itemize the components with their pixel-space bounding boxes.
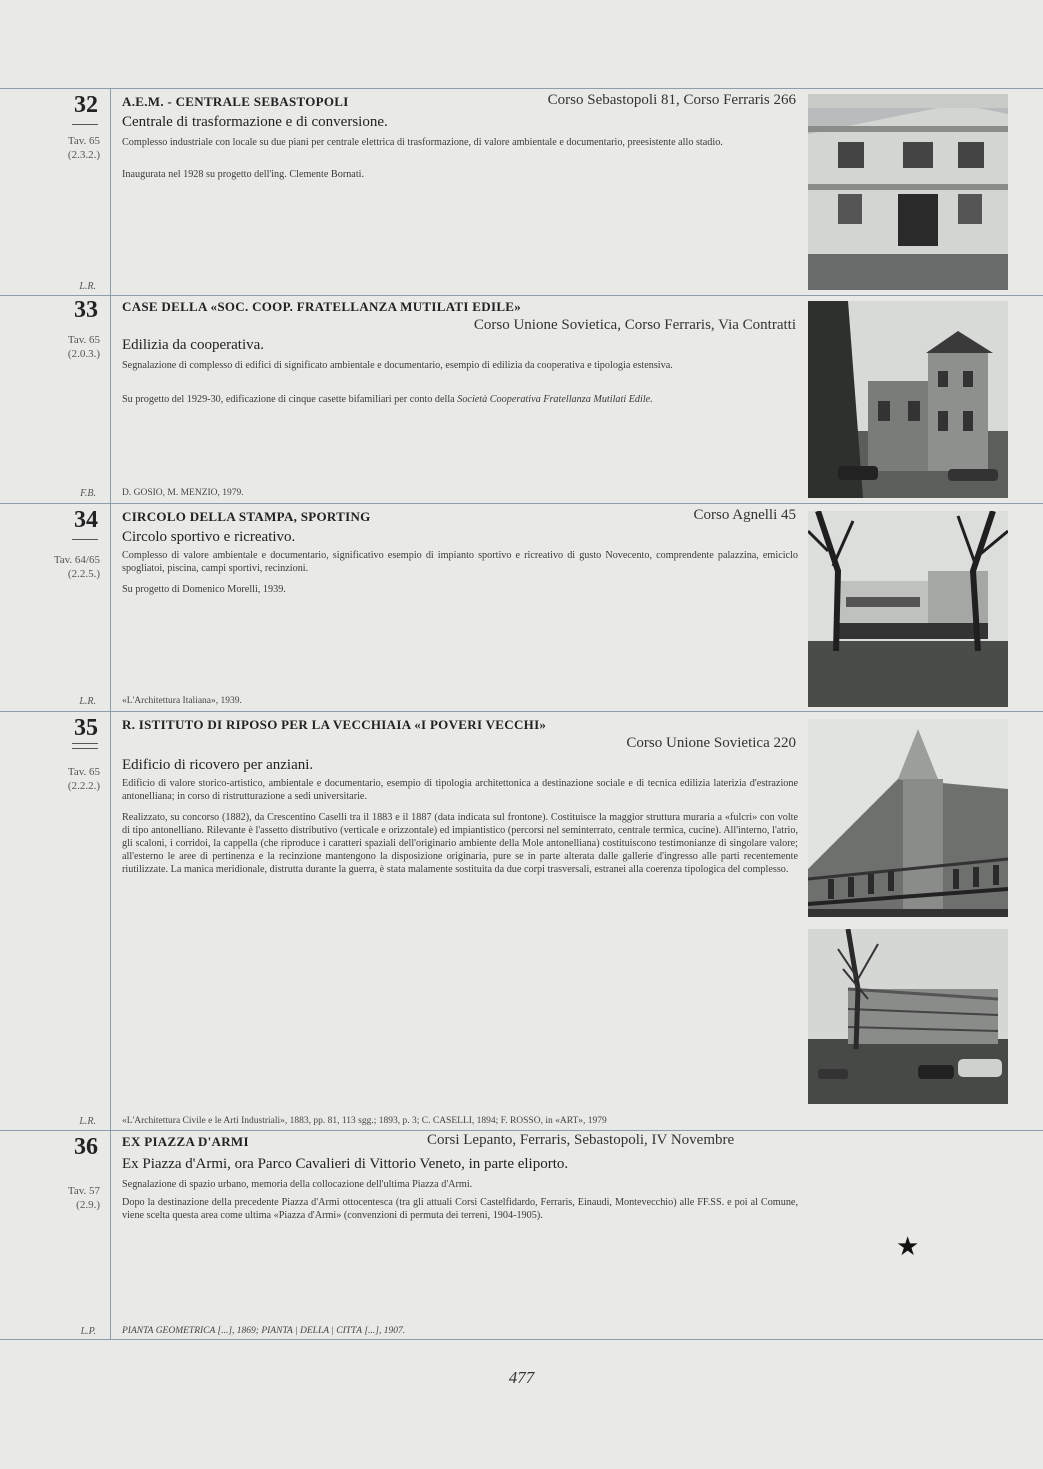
entry-bibliography: «L'Architettura Italiana», 1939. bbox=[122, 696, 242, 706]
entry-address: Corsi Lepanto, Ferraris, Sebastopoli, IV Novembre bbox=[427, 1132, 735, 1148]
entry-description: Segnalazione di complesso di edifici di significato ambientale e documentario, esempio di edilizia da cooperativa e tipologia estensiva. bbox=[122, 360, 673, 371]
entry-number: 32 bbox=[50, 92, 98, 119]
entry-bibliography: PIANTA GEOMETRICA [...], 1869; PIANTA | DELLA | CITTÀ [...], 1907. bbox=[122, 1326, 406, 1336]
entry-subtitle: Circolo sportivo e ricreativo. bbox=[122, 529, 296, 545]
photo-villas-image bbox=[808, 301, 1008, 498]
entry-history: Inaugurata nel 1928 su progetto dell'ing. Clemente Bornati. bbox=[122, 169, 365, 180]
entry-bibliography: D. GOSIO, M. MENZIO, 1979. bbox=[122, 488, 244, 498]
entry-number: 36 bbox=[74, 1134, 98, 1160]
entry-subtitle: Centrale di trasformazione e di conversione. bbox=[122, 114, 388, 130]
author-initials: L.R. bbox=[79, 1116, 96, 1127]
building-photo-1 bbox=[808, 719, 1008, 917]
entry-description: Complesso di valore ambientale e documentario, significativo esempio di impianto sportivo e ricreativo di gusto Novecento, comprendente palazzina, emiciclo spogliatoi, piscina, campi sportivi, recinzioni. bbox=[122, 550, 798, 574]
entry-title: EX PIAZZA D'ARMI bbox=[122, 1134, 249, 1149]
entry-address: Corso Agnelli 45 bbox=[693, 507, 796, 523]
entry-address: Corso Unione Sovietica, Corso Ferraris, Via Contratti bbox=[473, 317, 796, 333]
entry-address: Corso Sebastopoli 81, Corso Ferraris 266 bbox=[547, 92, 796, 108]
entry-title: CIRCOLO DELLA STAMPA, SPORTING bbox=[122, 509, 371, 524]
entry-number: 35 bbox=[50, 715, 98, 742]
entry-title: CASE DELLA «SOC. COOP. FRATELLANZA MUTILATI EDILE» bbox=[122, 299, 522, 314]
entry-bibliography: «L'Architettura Civile e le Arti Industriali», 1883, pp. 81, 113 sgg.; 1893, p. 3; C. CASELLI, 1894; F. ROSSO, in «ART», 1979 bbox=[122, 1116, 607, 1126]
entry-number: 33 bbox=[74, 297, 98, 323]
photo-building-image bbox=[808, 94, 1008, 290]
building-photo bbox=[808, 511, 1008, 707]
photo-institute-street-image bbox=[808, 929, 1008, 1104]
author-initials: L.R. bbox=[79, 281, 96, 292]
entry-34 bbox=[0, 503, 1043, 711]
entry-title: A.E.M. - CENTRALE SEBASTOPOLI bbox=[122, 94, 349, 109]
entry-history: Su progetto di Domenico Morelli, 1939. bbox=[122, 584, 286, 595]
rule-bottom bbox=[0, 1339, 1043, 1340]
photo-club-image bbox=[808, 511, 1008, 707]
entry-33 bbox=[0, 295, 1043, 503]
building-photo-2 bbox=[808, 929, 1008, 1104]
entry-history: Realizzato, su concorso (1882), da Crescentino Caselli tra il 1883 e il 1887 (data indicata sul frontone). Costituisce la maggior struttura muraria a «fulcri» con volte di tipo antonelliano. Rilevante è l'assetto distributivo (verticale e orizzontale) ed impiantistico (percorsi nel seminterrato, centrale termica, cucine). All'interno, l'atrio, gli scaloni, i corridoi, la cappella (che riproduce i caratteri spaziali dell'originario ambiente della Mole antonelliana) costituiscono testimonianze di singolare valore; all'esterno le aree di pertinenza e la recinzione mantengono la disposizione originaria, pure se in parte alterata dalle gallerie d'ingresso alle parti recentemente riutilizzate. La manica meridionale, distrutta durante la guerra, è stata malamente sostituita da due corpi trasversali, estranei alla coerenza tipologica del complesso. bbox=[122, 812, 798, 875]
tav-ref: Tav. 57 (2.9.) bbox=[67, 1185, 100, 1211]
entry-subtitle: Edilizia da cooperativa. bbox=[122, 337, 265, 353]
star-icon: ★ bbox=[896, 1232, 920, 1262]
entry-history: Dopo la destinazione della precedente Piazza d'Armi ottocentesca (tra gli attuali Corsi Castelfidardo, Ferraris, Einaudi, Montevecchio) alle FF.SS. e poi al Comune, viene scelta questa area come ultima «Piazza d'Armi» (convenzioni di permuta dei terreni, 1904-1905). bbox=[122, 1197, 798, 1221]
tav-ref: Tav. 65 (2.3.2.) bbox=[67, 135, 100, 161]
entry-history: Su progetto del 1929-30, edificazione di cinque casette bifamiliari per conto della Società Cooperativa Fratellanza Mutilati Edile. bbox=[122, 394, 653, 405]
entry-36 bbox=[0, 1130, 1043, 1339]
entry-description: Edificio di valore storico-artistico, ambientale e documentario, esempio di tipologia architettonica a destinazione sociale e di tecnica edilizia laterizia d'estrazione antonelliana; in corso di ristrutturazione a sedi universitarie. bbox=[122, 778, 798, 802]
building-photo bbox=[808, 94, 1008, 290]
entry-number: 34 bbox=[50, 507, 98, 534]
page-number: 477 bbox=[508, 1368, 535, 1387]
author-initials: L.P. bbox=[80, 1326, 96, 1337]
entry-description: Complesso industriale con locale su due piani per centrale elettrica di trasformazione, di valore ambientale e documentario, preesistente allo stadio. bbox=[122, 137, 723, 148]
building-photo bbox=[808, 301, 1008, 498]
entry-address: Corso Unione Sovietica 220 bbox=[626, 735, 796, 751]
tav-ref: Tav. 65 (2.2.2.) bbox=[67, 766, 100, 792]
entry-subtitle: Ex Piazza d'Armi, ora Parco Cavalieri di Vittorio Veneto, in parte eliporto. bbox=[122, 1156, 569, 1172]
entry-35 bbox=[0, 711, 1043, 1130]
tav-ref: Tav. 65 (2.0.3.) bbox=[67, 334, 100, 360]
entry-32 bbox=[0, 88, 1043, 295]
tav-ref: Tav. 64/65 (2.2.5.) bbox=[53, 554, 100, 580]
author-initials: L.R. bbox=[79, 696, 96, 707]
author-initials: F.B. bbox=[80, 488, 96, 499]
entry-subtitle: Edificio di ricovero per anziani. bbox=[122, 757, 314, 773]
entry-title: R. ISTITUTO DI RIPOSO PER LA VECCHIAIA «I POVERI VECCHI» bbox=[122, 717, 547, 732]
entry-description: Segnalazione di spazio urbano, memoria della collocazione dell'ultima Piazza d'Armi. bbox=[122, 1179, 473, 1190]
photo-institute-facade-image bbox=[808, 719, 1008, 917]
